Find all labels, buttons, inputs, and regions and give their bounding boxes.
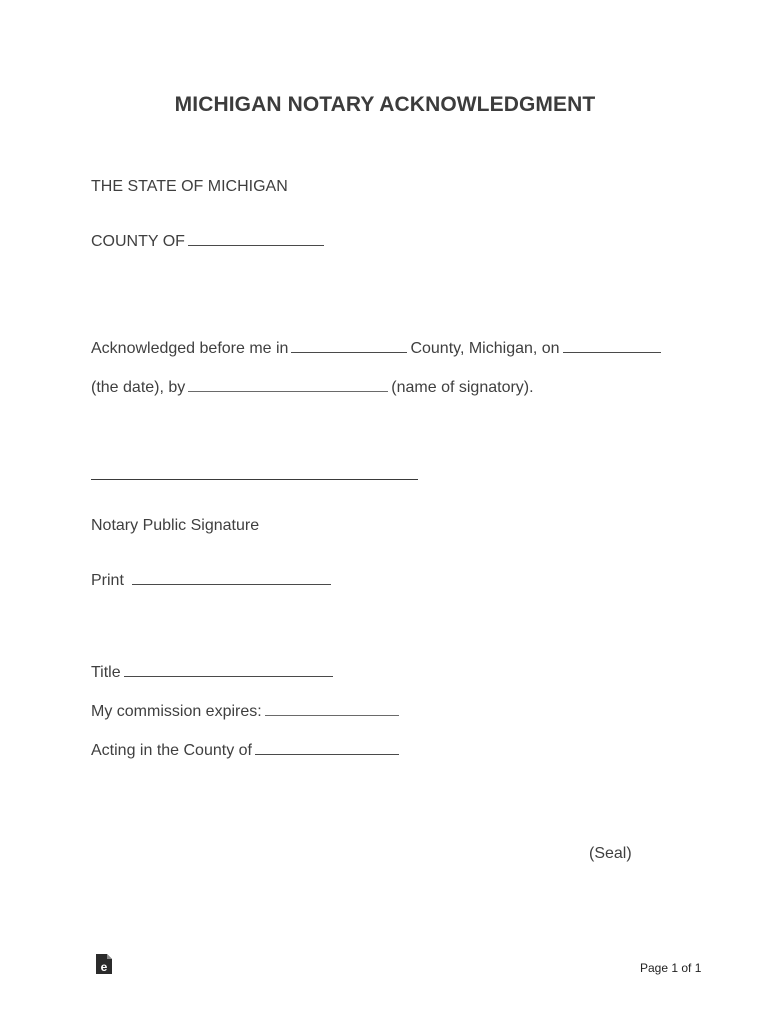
acknowledgment-row [91, 337, 664, 359]
commission-label: My commission expires: [91, 703, 262, 720]
date-suffix-text: (name of signatory). [391, 379, 534, 396]
ack-county-text: County, Michigan, on [410, 340, 560, 357]
document-title: MICHIGAN NOTARY ACKNOWLEDGMENT [174, 93, 596, 116]
commission-row [91, 700, 402, 722]
ack-prefix-text: Acknowledged before me in [91, 340, 289, 357]
county-blank-field[interactable] [188, 230, 324, 246]
county-row [91, 230, 327, 252]
county-label: COUNTY OF [91, 233, 185, 250]
print-row [91, 569, 334, 591]
seal-label: (Seal) [589, 845, 632, 862]
date-prefix-text: (the date), by [91, 379, 186, 396]
acting-county-blank-field[interactable] [255, 739, 399, 755]
title-label: Title [91, 664, 121, 681]
notary-signature-line[interactable] [91, 479, 418, 480]
state-line: THE STATE OF MICHIGAN [91, 178, 288, 195]
svg-text:e: e [100, 960, 108, 974]
commission-blank-field[interactable] [265, 700, 399, 716]
date-row [91, 376, 534, 398]
title-blank-field[interactable] [124, 661, 333, 677]
ack-date-blank-field[interactable] [563, 337, 661, 353]
ack-county-blank-field[interactable] [291, 337, 407, 353]
notary-signature-label: Notary Public Signature [91, 517, 260, 534]
eforms-logo-icon [95, 953, 113, 975]
print-blank-field[interactable] [132, 569, 331, 585]
title-row [91, 661, 336, 683]
signatory-name-blank-field[interactable] [188, 376, 388, 392]
print-label: Print [91, 572, 124, 589]
page-number: Page 1 of 1 [640, 961, 702, 975]
acting-county-row [91, 739, 402, 761]
acting-county-label: Acting in the County of [91, 742, 252, 759]
